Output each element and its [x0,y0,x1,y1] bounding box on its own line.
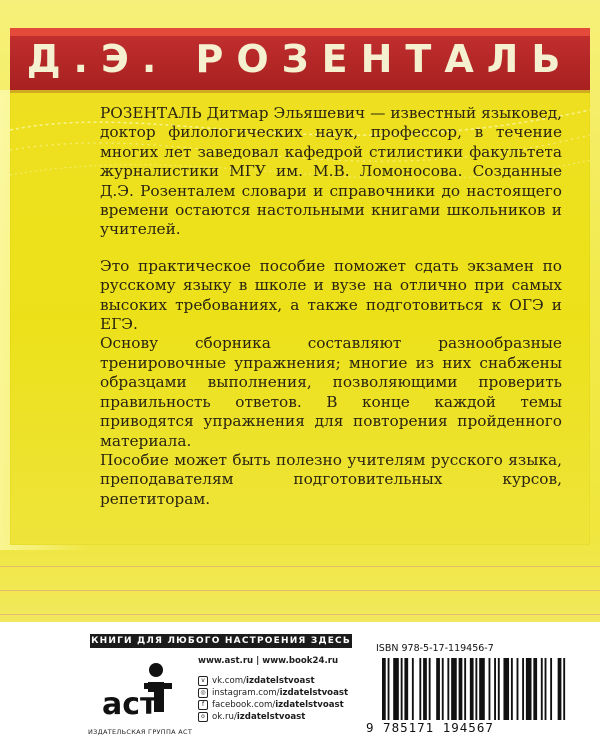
barcode-bar [475,658,477,720]
instagram-icon: ◎ [198,688,208,698]
barcode-bar [498,658,500,720]
barcode-bar [382,658,386,720]
barcode-bar [533,658,537,720]
slogan-bar [90,634,352,648]
barcode-bar [558,658,562,720]
title-bar [10,28,590,93]
ruled-line [0,590,600,591]
barcode-bar [459,658,463,720]
barcode-bar [545,658,547,720]
barcode-bar [494,658,496,720]
social-link-facebook[interactable]: f facebook.com/ izdatelstvoast [198,699,348,711]
isbn: ISBN 978-5-17-119456-7 [376,643,494,654]
barcode-bar [550,658,552,720]
barcode-bar [423,658,427,720]
barcode-bar [401,658,403,720]
social-link-vk[interactable]: v vk.com/ izdatelstvoast [198,675,348,687]
barcode-bar [404,658,408,720]
barcode-bar [541,658,543,720]
barcode-bar [419,658,421,720]
author-bio: РОЗЕНТАЛЬ Дитмар Эльяшевич — известный языковед, доктор филологических наук, профессор, в течение многих лет заведовал кафедрой стилистики факультета журналистики МГУ им. М.В. Ломоносова. Созданные Д.Э. Розенталем словари и справочники до настоящего времени остаются настольными книгами школьников и учителей. [100,104,562,239]
description [100,104,562,509]
slogan-text: КНИГИ ДЛЯ ЛЮБОГО НАСТРОЕНИЯ ЗДЕСЬ [91,636,351,646]
barcode [382,658,567,720]
barcode-bar [412,658,414,720]
vk-icon: v [198,676,208,686]
social-link-ok[interactable]: o ok.ru/ izdatelstvoast [198,711,348,723]
description-paragraph: Пособие может быть полезно учителям русского языка, преподавателям подготовительных курсов, репетиторам. [100,450,562,508]
barcode-bar [526,658,532,720]
barcode-bar [503,658,509,720]
social-link-instagram[interactable]: ◎ instagram.com/ izdatelstvoast [198,687,348,699]
barcode-bar [563,658,565,720]
barcode-bar [511,658,513,720]
ok-icon: o [198,712,208,722]
ruled-line [0,614,600,615]
publisher-links [198,656,348,723]
website-links[interactable]: www.ast.ru | www.book24.ru [198,656,339,666]
barcode-bar [464,658,466,720]
facebook-icon: f [198,700,208,710]
ast-logo [100,656,180,722]
barcode-bar [393,658,399,720]
author-title: Д.Э. РОЗЕНТАЛЬ [26,37,574,81]
barcode-bar [429,658,431,720]
barcode-digits: 9 785171 194567 [366,720,494,735]
logo-text: аст [102,687,158,722]
barcode-bar [470,658,474,720]
ruled-line [0,566,600,567]
barcode-bar [517,658,519,720]
barcode-bar [451,658,457,720]
barcode-bar [522,658,524,720]
barcode-bar [388,658,390,720]
barcode-bar [442,658,444,720]
barcode-bar [479,658,485,720]
barcode-bar [489,658,491,720]
description-paragraph: Основу сборника составляют разнообразные тренировочные упражнения; многие из них снабжены образцами выполнения, позволяющими проверить правильность ответов. В конце каждой темы приводятся упражнения для повторения пройденного материала. [100,334,562,450]
publisher-name: ИЗДАТЕЛЬСКАЯ ГРУППА АСТ [88,728,193,736]
barcode-bar [436,658,440,720]
description-paragraph: Это практическое пособие поможет сдать экзамен по русскому языку в школе и вузе на отлично при самых высоких требованиях, а также подготовиться к ОГЭ и ЕГЭ. [100,256,562,334]
barcode-bar [447,658,449,720]
